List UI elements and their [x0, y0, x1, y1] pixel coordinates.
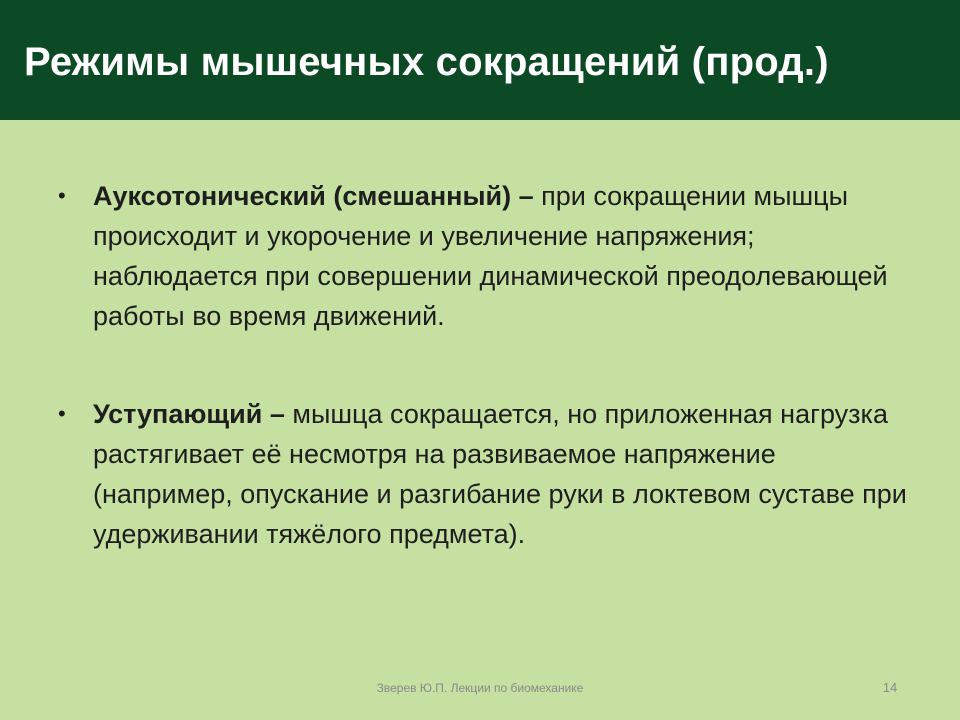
page-number: 14 — [882, 680, 898, 695]
bullet-marker: • — [58, 401, 66, 426]
bullet-item-yielding — [58, 394, 918, 554]
bullet-text: при сокращении мышцы происходит и укорочение и увеличение напряжения; наблюдается при совершении динамической преодолевающей работы во время движений. — [93, 181, 888, 331]
bullet-term: Ауксотонический (смешанный) – — [93, 181, 534, 211]
bullet-item-auxotonic — [58, 176, 918, 336]
slide-title: Режимы мышечных сокращений (прод.) — [24, 40, 829, 84]
footer-text: Зверев Ю.П. Лекции по биомеханике — [376, 681, 584, 695]
bullet-marker: • — [58, 183, 66, 208]
bullet-list — [58, 176, 918, 554]
slide-header — [0, 0, 960, 120]
bullet-term: Уступающий – — [93, 399, 285, 429]
bullet-text: мышца сокращается, но приложенная нагрузка растягивает её несмотря на развиваемое напряжение (например, опускание и разгибание руки в локтевом суставе при удерживании тяжёлого предмета). — [93, 399, 907, 549]
